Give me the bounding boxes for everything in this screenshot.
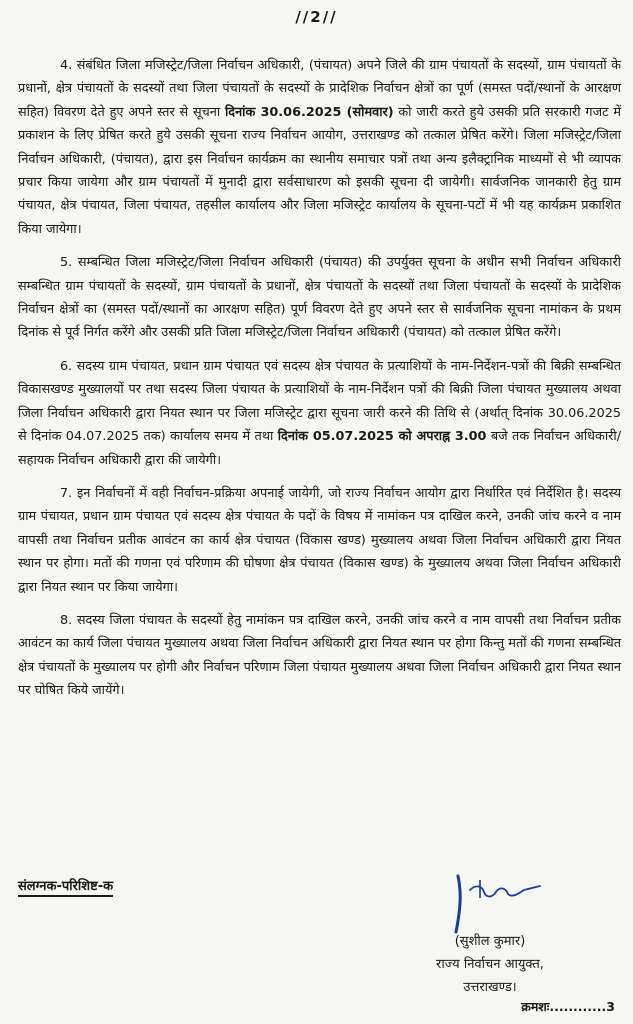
signatory-designation: राज्य निर्वाचन आयुक्त, (436, 957, 544, 972)
paragraph-7-text: 7. इन निर्वाचनों में वही निर्वाचन-प्रक्रिया अपनाई जायेगी, जो राज्य निर्वाचन आयोग द्वारा निर्धारित एवं निर्देशित है। सदस्य ग्राम पंचायत, प्रधान ग्राम पंचायत एवं सदस्य क्षेत्र पंचायत के पदों के विषय में नामांकन पत्र दाखिल करने, उनकी जांच करने व नाम वापसी तथा निर्वाचन प्रतीक आवंटन का कार्य क्षेत्र पंचायत (विकास खण्ड) मुख्यालय अथवा जिला निर्वाचन अधिकारी द्वारा नियत स्थान पर होगा। मतों की गणना एवं परिणाम की घोषणा क्षेत्र पंचायत (विकास खण्ड) के मुख्यालय अथवा जिला निर्वाचन अधिकारी द्वारा नियत स्थान पर किया जायेगा। (18, 485, 621, 595)
paragraph-4 (18, 54, 621, 241)
paragraph-6-date-highlight: दिनांक 05.07.2025 को अपराह्न 3.00 (277, 429, 487, 445)
signatory-state: उत्तराखण्ड। (463, 980, 517, 995)
signatory-name: (सुशील कुमार) (454, 934, 526, 949)
continued-marker: क्रमशः............3 (521, 999, 615, 1014)
paragraph-8-text: 8. सदस्य जिला पंचायत के सदस्यों हेतु नामांकन पत्र दाखिल करने, उनकी जांच करने व नाम वापसी तथा निर्वाचन प्रतीक आवंटन का कार्य जिला पंचायत मुख्यालय अथवा जिला निर्वाचन अधिकारी द्वारा नियत स्थान पर होगा किन्तु मतों की गणना सम्बन्धित क्षेत्र पंचायतों के मुख्यालय पर होगी और निर्वाचन परिणाम जिला पंचायत मुख्यालय अथवा जिला निर्वाचन अधिकारी द्वारा नियत स्थान पर घोषित किये जायेंगे। (18, 612, 621, 699)
signature-block (380, 930, 600, 999)
paragraph-6-text-b: बजे तक निर्वाचन अधिकारी/सहायक निर्वाचन अधिकारी द्वारा की जायेगी। (18, 429, 622, 468)
page-number: //2// (295, 8, 338, 26)
handwritten-signature (440, 868, 550, 938)
paragraph-8 (18, 609, 621, 703)
paragraph-4-text-b: को जारी करते हुये उसकी प्रति सरकारी गजट में प्रकाशन के लिए प्रेषित करते हुये उसकी सूचना राज्य निर्वाचन आयोग, उत्तराखण्ड को तत्काल प्रेषित करेंगे। जिला मजिस्ट्रेट/जिला निर्वाचन अधिकारी, (पंचायत), द्वारा इस निर्वाचन कार्यक्रम का स्थानीय समाचार पत्रों तथा अन्य इलैक्ट्रानिक माध्यमों से भी व्यापक प्रचार किया जायेगा और ग्राम पंचायतों में मुनादी द्वारा सर्वसाधारण को इसकी सूचना दी जायेगी। सार्वजनिक जानकारी हेतु ग्राम पंचायत, क्षेत्र पंचायत, जिला पंचायत, तहसील कार्यालय और जिला मजिस्ट्रेट कार्यालय के सूचना-पटों में भी यह कार्यक्रम प्रकाशित किया जायेगा। (18, 104, 621, 237)
order-body (18, 54, 621, 713)
paragraph-7 (18, 482, 621, 599)
paragraph-6-text-a: 6. सदस्य ग्राम पंचायत, प्रधान ग्राम पंचायत एवं सदस्य क्षेत्र पंचायत के प्रत्याशियों के नाम-निर्देशन-पत्रों की बिक्री सम्बन्धित विकासखण्ड मुख्यालयों पर तथा सदस्य जिला पंचायत के प्रत्याशियों के नाम-निर्देशन पत्रों की बिक्री जिला पंचायत मुख्यालय अथवा जिला निर्वाचन अधिकारी द्वारा नियत स्थान पर जिला मजिस्ट्रेट द्वारा सूचना जारी करने की तिथि से (अर्थात् दिनांक 30.06.2025 से दिनांक 04.07.2025 तक) कार्यालय समय में तथा (18, 358, 621, 445)
paragraph-5 (18, 251, 621, 345)
enclosure-note: संलग्नक-परिशिष्ट-क (18, 876, 113, 897)
paragraph-5-text: 5. सम्बन्धित जिला मजिस्ट्रेट/जिला निर्वाचन अधिकारी (पंचायत) की उपर्युक्त सूचना के अधीन सभी निर्वाचन अधिकारी सम्बन्धित ग्राम पंचायतों के सदस्यों, ग्राम पंचायतों के प्रधानों, क्षेत्र पंचायतों के सदस्यों तथा जिला पंचायतों के सदस्यों के प्रादेशिक निर्वाचन क्षेत्रों का (समस्त पदों/स्थानों का आरक्षण सहित) पूर्ण विवरण देते हुए अपने स्तर से सार्वजनिक सूचना नामांकन के प्रथम दिनांक से पूर्व निर्गत करेंगे और उसकी प्रति जिला मजिस्ट्रेट/जिला निर्वाचन अधिकारी (पंचायत) को तत्काल प्रेषित करेंगे। (18, 255, 621, 341)
paragraph-6 (18, 355, 621, 472)
paragraph-4-text-a: 4. संबंधित जिला मजिस्ट्रेट/जिला निर्वाचन अधिकारी, (पंचायत) अपने जिले की ग्राम पंचायतों के सदस्यों, ग्राम पंचायतों के प्रधानों, क्षेत्र पंचायतों के सदस्यों तथा जिला पंचायतों के सदस्यों के प्रादेशिक निर्वाचन क्षेत्रों का पूर्ण (समस्त पदों/स्थानों के आरक्षण सहित) विवरण देते हुए अपने स्तर से सूचना (18, 58, 621, 120)
paragraph-4-date-highlight: दिनांक 30.06.2025 (सोमवार) (224, 104, 394, 120)
